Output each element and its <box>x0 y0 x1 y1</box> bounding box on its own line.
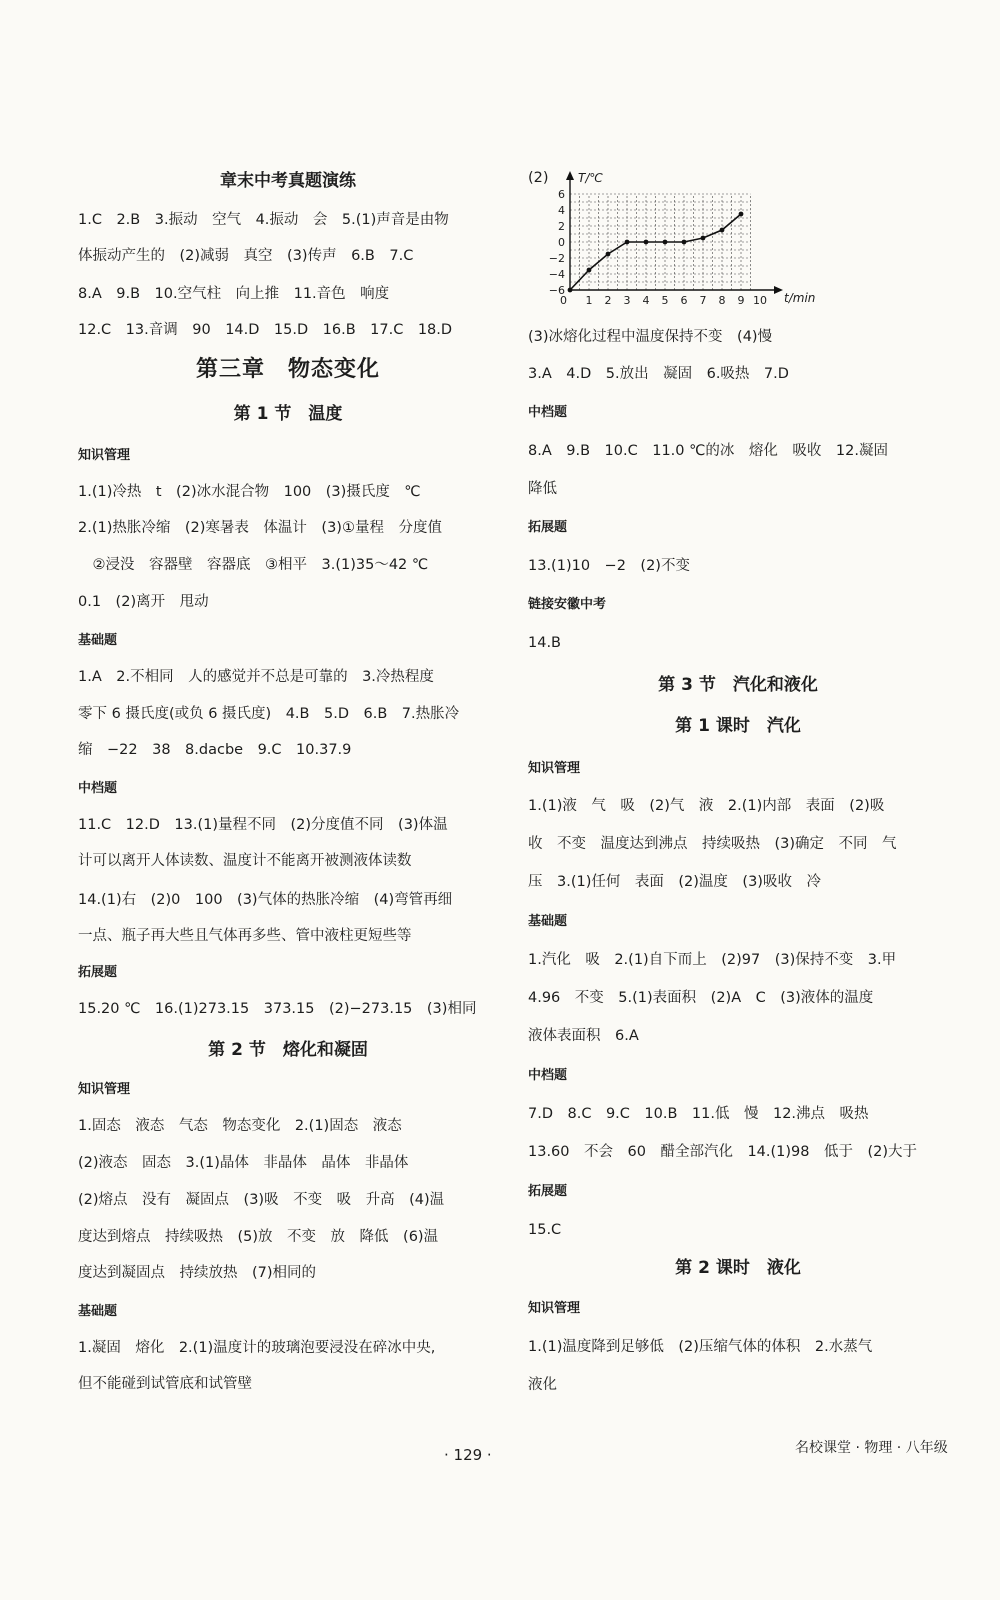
answer-line: 度达到熔点 持续吸热 (5)放 不变 放 降低 (6)温 <box>78 1229 439 1245</box>
x-tick-label: 4 <box>642 294 650 307</box>
x-tick-label: 9 <box>737 294 745 307</box>
subsection-heading: 基础题 <box>78 1304 118 1319</box>
answer-line: (2)熔点 没有 凝固点 (3)吸 不变 吸 升高 (4)温 <box>78 1192 445 1208</box>
subsection-heading: 基础题 <box>528 914 568 929</box>
data-point <box>682 240 687 245</box>
answer-line: 度达到凝固点 持续放热 (7)相同的 <box>78 1265 317 1281</box>
y-tick-label: 4 <box>558 204 565 217</box>
answer-line: 15.20 ℃ 16.(1)273.15 373.15 (2)−273.15 (3)相同 <box>78 1001 477 1017</box>
subsection-heading: 知识管理 <box>78 1082 131 1097</box>
x-tick-label: 6 <box>680 294 688 307</box>
answer-line: 压 3.(1)任何 表面 (2)温度 (3)吸收 冷 <box>528 874 821 890</box>
answer-line: 但不能碰到试管底和试管壁 <box>78 1376 252 1392</box>
answer-line: ②浸没 容器壁 容器底 ③相平 3.(1)35～42 ℃ <box>78 557 429 573</box>
answer-line: 1.凝固 熔化 2.(1)温度计的玻璃泡要浸没在碎冰中央, <box>78 1340 436 1356</box>
answer-line: 液化 <box>528 1377 557 1393</box>
data-point <box>739 212 744 217</box>
section-heading: 第 1 节 温度 <box>233 404 343 424</box>
y-tick-label: 6 <box>558 188 565 201</box>
answer-line: 3.A 4.D 5.放出 凝固 6.吸热 7.D <box>528 366 789 382</box>
answer-line: 7.D 8.C 9.C 10.B 11.低 慢 12.沸点 吸热 <box>528 1106 869 1122</box>
answer-line: 11.C 12.D 13.(1)量程不同 (2)分度值不同 (3)体温 <box>78 817 448 833</box>
answer-line: 8.A 9.B 10.空气柱 向上推 11.音色 响度 <box>78 286 390 302</box>
y-axis-arrow <box>566 171 574 180</box>
subsection-heading: 知识管理 <box>528 761 581 776</box>
answer-line: (3)冰熔化过程中温度保持不变 (4)慢 <box>528 329 773 345</box>
answer-line: 13.(1)10 −2 (2)不变 <box>528 558 690 574</box>
data-point <box>606 252 611 257</box>
answer-line: 计可以离开人体读数、温度计不能离开被测液体读数 <box>78 853 412 869</box>
section-heading: 第 2 节 熔化和凝固 <box>208 1040 368 1060</box>
answer-line: 15.C <box>528 1222 562 1238</box>
data-point <box>625 240 630 245</box>
section-heading: 章末中考真题演练 <box>220 171 356 191</box>
x-tick-label: 8 <box>718 294 726 307</box>
answer-line: 1.C 2.B 3.振动 空气 4.振动 会 5.(1)声音是由物 <box>78 212 449 228</box>
x-axis-arrow <box>774 286 783 294</box>
subsection-heading: 基础题 <box>78 633 118 648</box>
answer-line: 1.(1)温度降到足够低 (2)压缩气体的体积 2.水蒸气 <box>528 1339 873 1355</box>
answer-line: 1.(1)冷热 t (2)冰水混合物 100 (3)摄氏度 ℃ <box>78 484 421 500</box>
data-point <box>701 236 706 241</box>
subsection-heading: 拓展题 <box>528 520 568 535</box>
y-tick-label: 2 <box>558 220 565 233</box>
answer-line: 1.汽化 吸 2.(1)自下而上 (2)97 (3)保持不变 3.甲 <box>528 952 897 968</box>
data-point <box>720 228 725 233</box>
x-tick-label: 10 <box>753 294 767 307</box>
subsection-heading: 知识管理 <box>78 448 131 463</box>
x-tick-label: 2 <box>604 294 612 307</box>
y-axis-label: T/℃ <box>578 171 603 185</box>
data-point <box>568 288 573 293</box>
book-title: 名校课堂 · 物理 · 八年级 <box>795 1440 948 1456</box>
data-point <box>663 240 668 245</box>
y-tick-label: −2 <box>548 252 565 265</box>
section-heading: 第 1 课时 汽化 <box>675 716 801 736</box>
subsection-heading: 中档题 <box>528 1068 568 1083</box>
section-heading: 第三章 物态变化 <box>195 357 380 382</box>
answer-line: 1.固态 液态 气态 物态变化 2.(1)固态 液态 <box>78 1118 402 1134</box>
answer-line: 0.1 (2)离开 甩动 <box>78 594 209 610</box>
origin-label: 0 <box>560 294 567 307</box>
y-tick-label: 0 <box>558 236 565 249</box>
answer-line: 12.C 13.音调 90 14.D 15.D 16.B 17.C 18.D <box>78 322 453 338</box>
subsection-heading: 中档题 <box>78 781 118 796</box>
subsection-heading: 链接安徽中考 <box>528 597 607 612</box>
subsection-heading: 中档题 <box>528 405 568 420</box>
answer-line: 收 不变 温度达到沸点 持续吸热 (3)确定 不同 气 <box>528 836 897 852</box>
answer-line: 缩 −22 38 8.dacbe 9.C 10.37.9 <box>78 742 352 758</box>
answer-line: 降低 <box>528 481 557 497</box>
answer-line: 2.(1)热胀冷缩 (2)寒暑表 体温计 (3)①量程 分度值 <box>78 520 442 536</box>
x-tick-label: 3 <box>623 294 631 307</box>
answer-line: 14.B <box>528 635 562 651</box>
answer-line: (2)液态 固态 3.(1)晶体 非晶体 晶体 非晶体 <box>78 1155 409 1171</box>
subsection-heading: 知识管理 <box>528 1301 581 1316</box>
answer-line: 8.A 9.B 10.C 11.0 ℃的冰 熔化 吸收 12.凝固 <box>528 443 888 459</box>
subsection-heading: 拓展题 <box>78 965 118 980</box>
y-tick-label: −6 <box>548 284 565 297</box>
data-point <box>587 268 592 273</box>
section-heading: 第 3 节 汽化和液化 <box>658 675 818 695</box>
answer-line: 一点、瓶子再大些且气体再多些、管中液柱更短些等 <box>78 928 412 944</box>
section-heading: 第 2 课时 液化 <box>675 1258 801 1278</box>
x-tick-label: 5 <box>661 294 669 307</box>
answer-line: 液体表面积 6.A <box>528 1028 639 1044</box>
answer-line: 1.(1)液 气 吸 (2)气 液 2.(1)内部 表面 (2)吸 <box>528 798 885 814</box>
answer-line: 1.A 2.不相同 人的感觉并不总是可靠的 3.冷热程度 <box>78 669 434 685</box>
answer-line: (2) <box>528 170 549 186</box>
answer-line: 体振动产生的 (2)减弱 真空 (3)传声 6.B 7.C <box>78 248 414 264</box>
temperature-time-chart <box>528 168 816 318</box>
answer-line: 零下 6 摄氏度(或负 6 摄氏度) 4.B 5.D 6.B 7.热胀冷 <box>78 706 460 722</box>
data-point <box>644 240 649 245</box>
answer-line: 13.60 不会 60 醋全部汽化 14.(1)98 低于 (2)大于 <box>528 1144 918 1160</box>
answer-line: 4.96 不变 5.(1)表面积 (2)A C (3)液体的温度 <box>528 990 874 1006</box>
answer-line: 14.(1)右 (2)0 100 (3)气体的热胀冷缩 (4)弯管再细 <box>78 892 453 908</box>
x-tick-label: 1 <box>585 294 593 307</box>
subsection-heading: 拓展题 <box>528 1184 568 1199</box>
x-tick-label: 7 <box>699 294 707 307</box>
y-tick-label: −4 <box>548 268 565 281</box>
x-axis-label: t/min <box>784 291 816 305</box>
page-number: · 129 · <box>444 1446 492 1464</box>
